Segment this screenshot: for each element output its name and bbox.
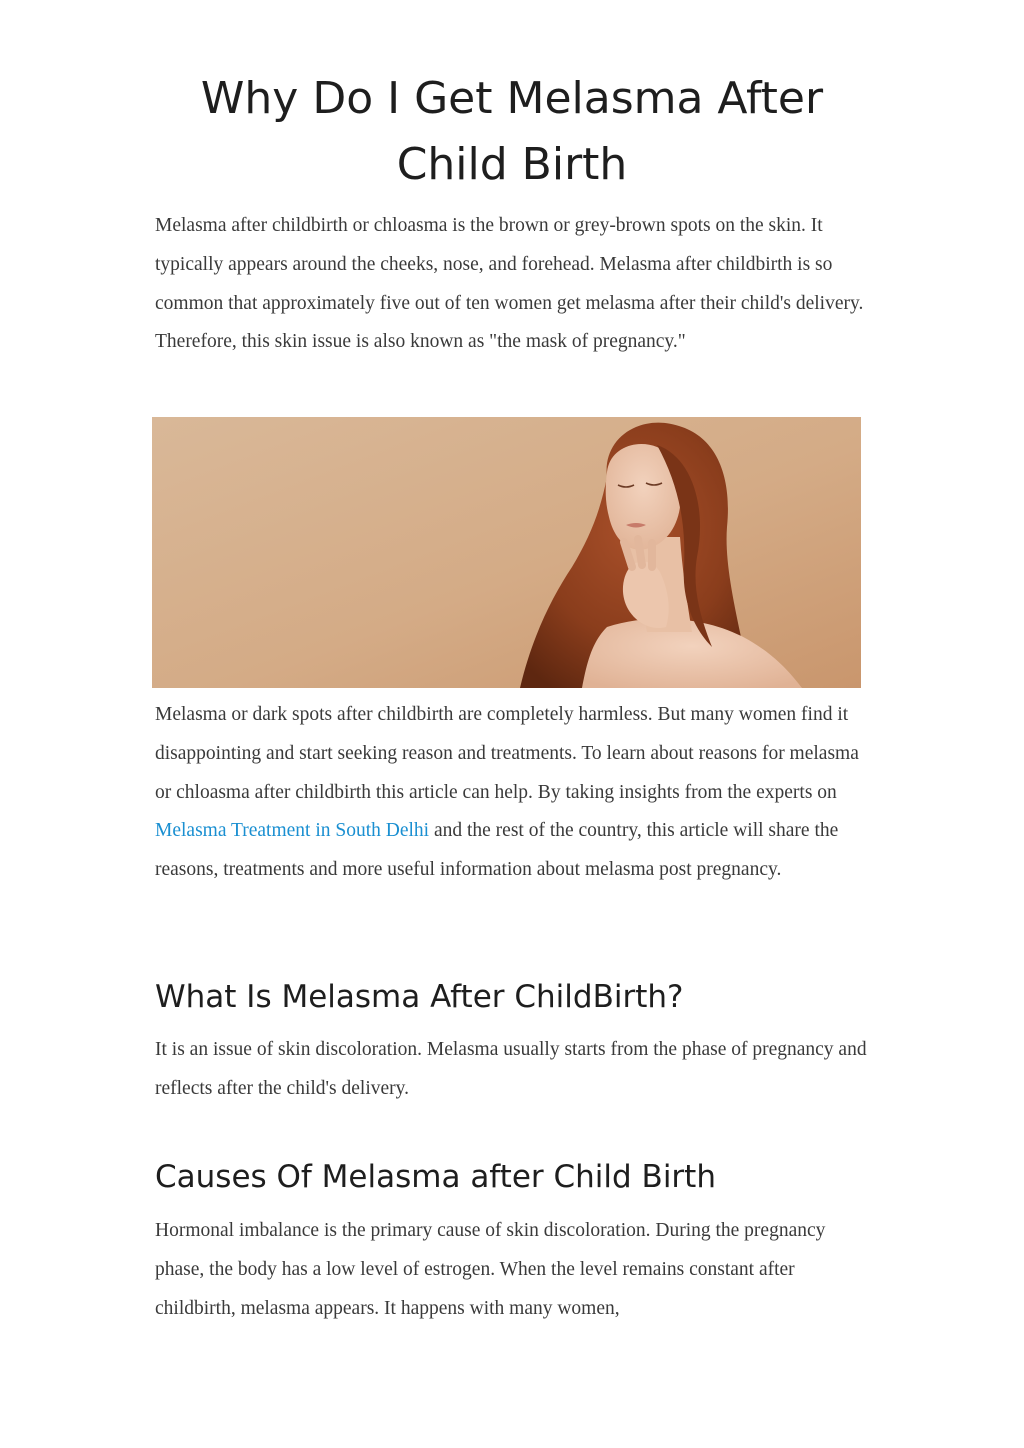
section-heading-what-is: What Is Melasma After ChildBirth? (155, 979, 684, 1015)
body-text-end: and the rest of the country, this article will share the reasons, treatments and more useful information about melasma post pregnancy. (155, 820, 839, 881)
section-paragraph-causes: Hormonal imbalance is the primary cause of skin discoloration. During the pregnancy phase, the body has a low level of estrogen. When the level remains constant after childbirth, melasma appears. It happens with many women, (155, 1220, 826, 1319)
section-paragraph-what-is: It is an issue of skin discoloration. Melasma usually starts from the phase of pregnancy and reflects after the child's delivery. (155, 1039, 867, 1099)
hero-image (152, 417, 861, 688)
finger-shape (638, 539, 642, 565)
section-heading-causes: Causes Of Melasma after Child Birth (155, 1159, 716, 1195)
page-title: Why Do I Get Melasma After Child Birth (200, 73, 824, 190)
melasma-treatment-link[interactable]: Melasma Treatment in South Delhi (155, 820, 430, 842)
body-text-start: Melasma or dark spots after childbirth are completely harmless. But many women find it disappointing and start seeking reason and treatments. To learn about reasons for melasma or chloasma after childbirth this article can help. By taking insights from the experts on (155, 704, 859, 803)
intro-paragraph: Melasma after childbirth or chloasma is the brown or grey-brown spots on the skin. It typically appears around the cheeks, nose, and forehead. Melasma after childbirth is so common that approximately five out of ten women get melasma after their child's delivery. Therefore, this skin issue is also known as "the mask of pregnancy." (155, 215, 864, 353)
body-paragraph (155, 696, 875, 890)
